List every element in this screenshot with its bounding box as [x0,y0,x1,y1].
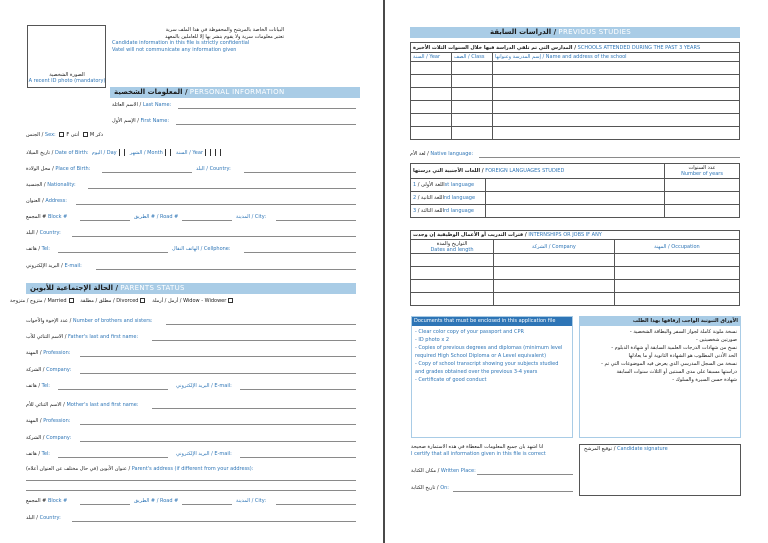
email2-label: البريد الإلكتروني / E-mail: [176,451,232,457]
written-date-field[interactable] [453,491,573,492]
col-class: الصف / Class [452,53,493,62]
siblings-label: عدد الإخوة والأخوات / Number of brothers and sisters: [26,318,153,324]
left-page [0,0,383,543]
table-row[interactable] [411,267,740,280]
married-checkbox[interactable] [69,298,74,303]
cell-label: الهاتف النقال / Cellphone: [172,246,231,252]
col-occupation: المهنة / Occupation [614,240,739,254]
company1-field[interactable] [80,373,356,374]
pob-row: محل الولادة / Place of Birth: [26,166,91,172]
languages-table-title: اللغات الأجنبية التي درستها / FOREIGN LANGUAGES STUDIED [411,164,665,179]
mother-label: الاسم الثنائي للأم / Mother's last and first name: [26,402,139,408]
photo-caption: الصورة الشخصية A recent ID photo (mandatory) [28,72,106,84]
col-dates: التواريخ والمدة Dates and length [411,240,494,254]
col-company: الشركة / Company [494,240,615,254]
doc-en-item: required High School Diploma or A Level equivalent) [415,353,547,359]
dob-row: تاريخ الميلاد / Date of Birth: اليوم / Day الشهر / Month السنة / Year [26,149,223,157]
languages-table [410,163,740,218]
profession2-label: المهنة / Profession: [26,418,71,424]
doc-en-item: and grades obtained over the previous 3-4 years [415,369,538,375]
last-name-label: الاسم العائلة / Last Name: [112,102,172,108]
email-label: البريد الإلكتروني / E-mail: [26,263,82,269]
marital-row: متزوج / متزوجة / Married مطلق / مطلقة / Divorced أرمل / أرملة / Widow - Widower [10,298,235,305]
col-years: عدد السنوات Number of years [665,164,740,179]
sex-row: الجنس / Sex: F أنثى M ذكر [26,132,104,138]
doc-ar-item: - نسخة ملونة كاملة لجواز السفر والبطاقة الشخصية [629,329,737,335]
doc-en-item: - ID photo x 2 [415,337,450,343]
schools-table [410,42,740,140]
first-name-field[interactable] [176,124,356,125]
pob-country-field[interactable] [244,172,356,173]
block-field[interactable] [80,220,130,221]
doc-ar-item: - نسخ من شهادات الدرجات العلمية السابقة أو شهادة الدبلوم [611,345,737,351]
tel-label: هاتف / Tel: [26,246,50,252]
company2-field[interactable] [80,441,356,442]
city-field[interactable] [276,220,356,221]
table-row[interactable] [411,293,740,306]
nationality-label: الجنسية / Nationality: [26,182,76,188]
written-place-field[interactable] [477,474,573,475]
col-school-name: إسم المدرسة وعنوانها / Name and address of the school [493,53,740,62]
certification-text: أنا أشهد بأن جميع المعلومات المعطاة في هذه الاستمارة صحيحة I certify that all information given in this file is correct [411,444,546,457]
father-label: الاسم الثنائي للأب / Father's last and first name: [26,334,139,340]
parents-address-field-2[interactable] [26,490,356,491]
country-field[interactable] [72,236,356,237]
personal-info-header: المعلومات الشخصية / PERSONAL INFORMATION [110,87,360,98]
tel1-label: هاتف / Tel: [26,383,50,389]
schools-table-title: المدارس التي تم تلقي الدراسة فيها خلال السنوات الثلاث الأخيرة / SCHOOLS ATTENDED DURING THE PAST 3 YEARS [411,43,740,53]
widow-checkbox[interactable] [228,298,233,303]
doc-ar-item: دراستها مسبقا على مدى السنتين أو الثلاث سنوات السابقة [616,369,737,375]
signature-label: توقيع المرشح / Candidate signature [584,446,668,452]
siblings-field[interactable] [166,324,356,325]
doc-en-item: - Copies of previous degrees and diplomas (minimum level [415,345,563,351]
previous-studies-header: الدراسات السابقة / PREVIOUS STUDIES [410,27,740,38]
doc-en-item: - Clear color copy of your passport and CPR [415,329,524,335]
table-row[interactable]: اللغة الثانية / 2nd language [411,192,740,205]
parents-country-field[interactable] [72,521,356,522]
address-label: العنوان / Address: [26,198,67,204]
table-row[interactable]: اللغة الثالثة / 3rd language [411,205,740,218]
documents-en-title: Documents that must be enclosed in this application file [412,317,572,326]
profession1-field[interactable] [80,356,356,357]
table-row[interactable] [411,114,740,127]
nationality-field[interactable] [88,188,356,189]
company1-label: الشركة / Company: [26,367,72,373]
road-field[interactable] [182,220,232,221]
parents-address-label: عنوان الأبوين (في حال مختلف عن العنوان أعلاه) / Parent's address (if different from your address): [26,466,254,472]
written-place-label: مكان الكتابة / Written Place: [411,468,476,474]
address-field[interactable] [76,204,356,205]
father-field[interactable] [152,340,356,341]
divorced-checkbox[interactable] [140,298,145,303]
pob-field[interactable] [102,172,192,173]
table-row[interactable] [411,127,740,140]
documents-ar-box [579,316,741,438]
documents-en-box [411,316,573,438]
last-name-field[interactable] [178,108,356,109]
email1-label: البريد الإلكتروني / E-mail: [176,383,232,389]
doc-ar-item: - نسخة من السجل المدرسي الذي يعرض فيه الموضوعات التي تم [601,361,737,367]
sex-female-checkbox[interactable] [59,132,64,137]
company2-label: الشركة / Company: [26,435,72,441]
email2-field[interactable] [240,457,356,458]
signature-box[interactable] [579,444,741,496]
table-row[interactable] [411,75,740,88]
col-year: السنة / Year [411,53,452,62]
country-label: البلد / Country: [26,230,61,236]
block-row: المجمع # Block # [26,214,68,220]
mother-field[interactable] [152,408,356,409]
cell-field[interactable] [244,252,356,253]
parents-block-field[interactable] [80,504,130,505]
parents-block-row: المجمع # Block # [26,498,68,504]
parents-status-header: الحالة الإجتماعية للأبوين / PARENTS STATUS [26,283,356,294]
right-page [385,0,768,543]
doc-ar-item: - شهادة حسن السيرة والسلوك [672,377,737,383]
internships-table-title: فترات التدريب أو الأعمال الوظيفية إن وجدت / INTERNSHIPS OR JOBS IF ANY [411,231,740,240]
table-row[interactable] [411,254,740,267]
profession2-field[interactable] [80,424,356,425]
doc-en-item: - Copy of school transcript showing your subjects studied [415,361,559,367]
doc-ar-item: - صورتين شخصيتين [695,337,737,343]
native-language-field[interactable] [479,157,740,158]
tel2-label: هاتف / Tel: [26,451,50,457]
internships-table [410,230,740,306]
email-field[interactable] [96,269,356,270]
parents-city-label: المدينة / City: [236,498,266,504]
tel2-field[interactable] [58,457,168,458]
confidentiality-note: البيانات الخاصة بالمرشح والمحفوظة في هذا الملف سرية تعتبر معلومات سرية ولا يقوم بنشر بها إلا للعاملين بالمعهد Candidate information in this file is strictly confidential Vatel will not communicate any information given [112,27,284,53]
sex-male-checkbox[interactable] [83,132,88,137]
pob-country-label: البلد / Country: [196,166,231,172]
parents-road-field[interactable] [182,504,232,505]
tel1-field[interactable] [58,389,168,390]
road-label: الطريق # / Road # [134,214,179,220]
profession1-label: المهنة / Profession: [26,350,71,356]
table-row[interactable] [411,280,740,293]
table-row[interactable] [411,88,740,101]
parents-country-label: البلد / Country: [26,515,61,521]
written-date-label: تاريخ الكتابة / On: [411,485,449,491]
table-row[interactable]: اللغة الأولى / 1st language [411,179,740,192]
parents-address-field-1[interactable] [26,480,356,481]
native-language-label: لغة الأم / Native language: [410,151,474,157]
tel-field[interactable] [58,252,168,253]
email1-field[interactable] [240,389,356,390]
table-row[interactable] [411,101,740,114]
city-label: المدينة / City: [236,214,266,220]
doc-en-item: - Certificate of good conduct [415,377,487,383]
documents-ar-title: الأوراق الثبوتية الواجب إرفاقها بهذا الطلب [580,317,740,326]
first-name-label: الإسم الأول / First Name: [112,118,170,124]
parents-road-label: الطريق # / Road # [134,498,179,504]
table-row[interactable] [411,62,740,75]
doc-ar-item: الحد الأدنى المطلوب هو الشهادة الثانوية أو ما يعادلها [628,353,737,359]
parents-city-field[interactable] [276,504,356,505]
